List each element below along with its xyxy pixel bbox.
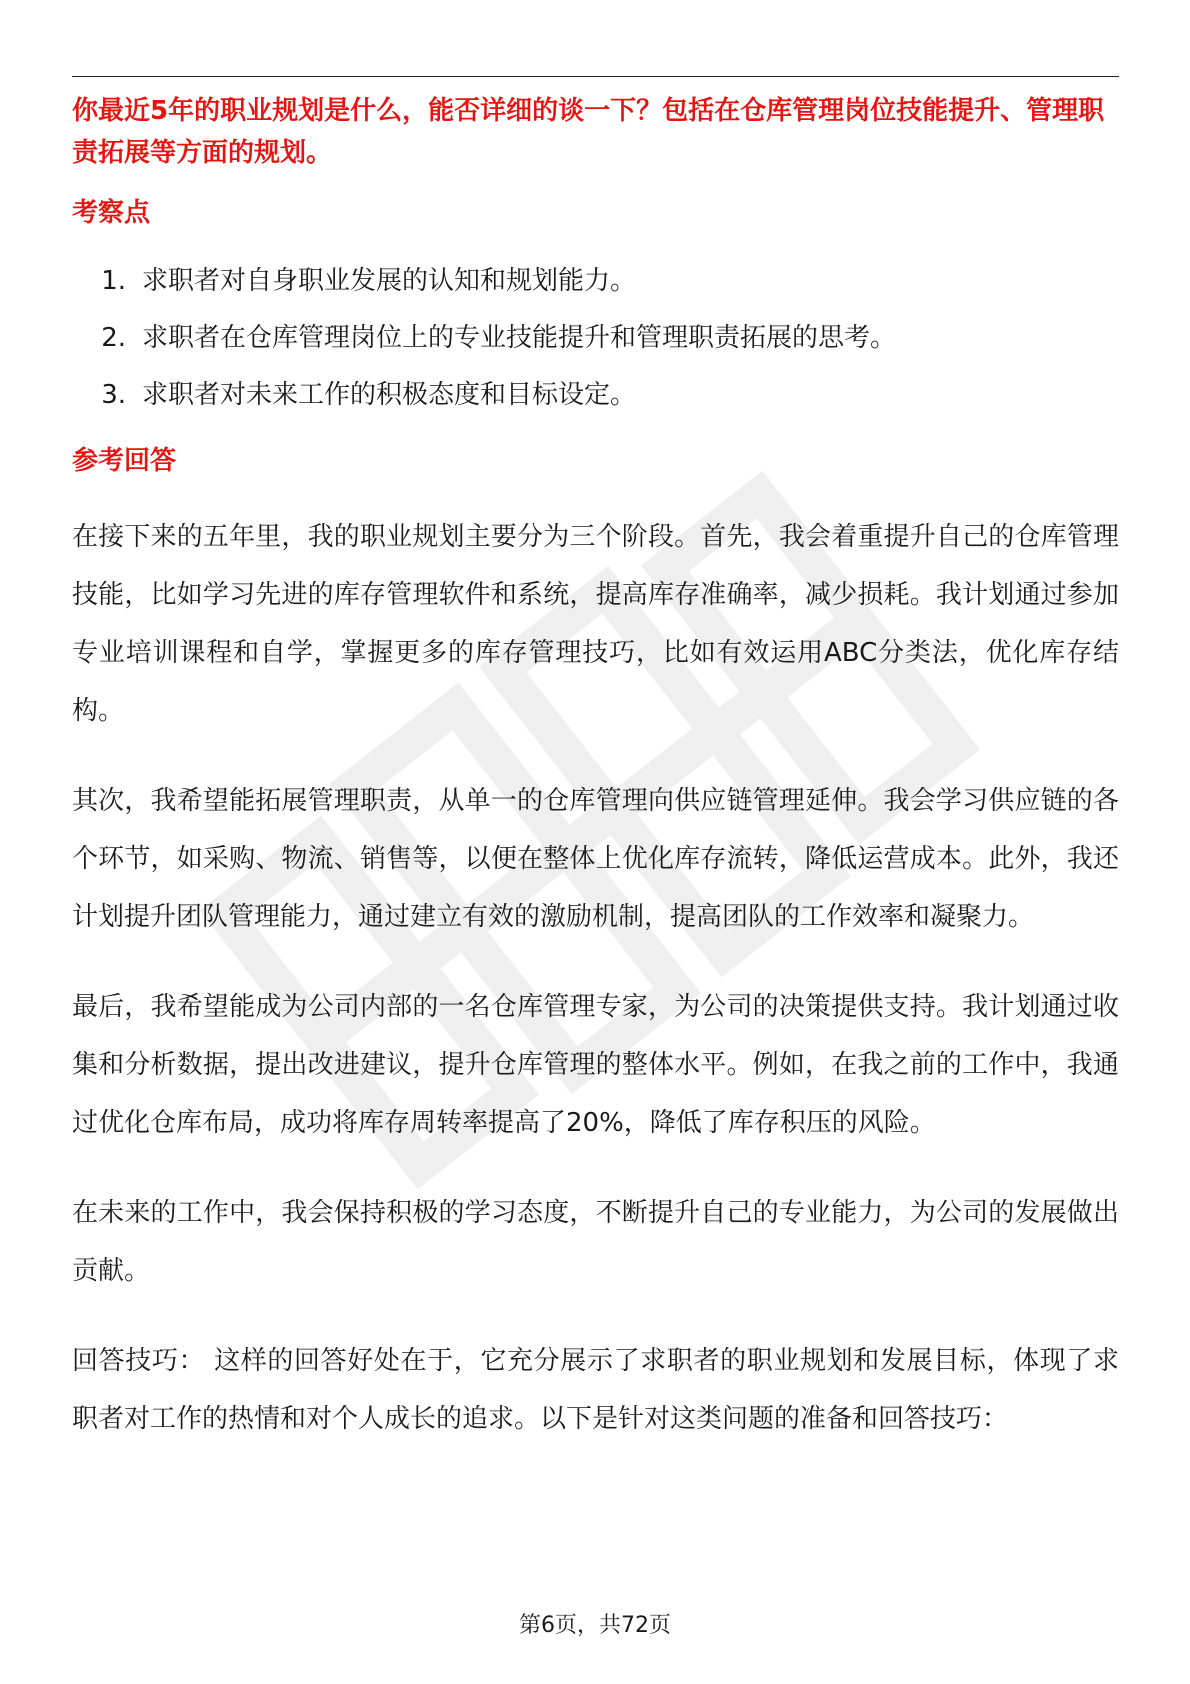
list-item — [72, 374, 1119, 416]
answer-paragraph: 最后，我希望能成为公司内部的一名仓库管理专家，为公司的决策提供支持。我计划通过收集和分析数据，提出改进建议，提升仓库管理的整体水平。例如，在我之前的工作中，我通过优化仓库布局，成功将库存周转率提高了20%，降低了库存积压的风险。 — [72, 992, 1119, 1138]
page-content — [72, 90, 1119, 1448]
exam-points-list — [72, 260, 1119, 416]
page-number: 第6页，共72页 — [519, 1613, 671, 1638]
question-title: 你最近5年的职业规划是什么，能否详细的谈一下？包括在仓库管理岗位技能提升、管理职责拓展等方面的规划。 — [72, 96, 1105, 168]
list-text: 求职者对自身职业发展的认知和规划能力。 — [142, 266, 637, 296]
top-rule — [72, 76, 1119, 77]
answer-tips-paragraph: 回答技巧： 这样的回答好处在于，它充分展示了求职者的职业规划和发展目标，体现了求职者对工作的热情和对个人成长的追求。以下是针对这类问题的准备和回答技巧： — [72, 1346, 1119, 1434]
answer-paragraph: 在未来的工作中，我会保持积极的学习态度，不断提升自己的专业能力，为公司的发展做出贡献。 — [72, 1198, 1119, 1286]
answer-paragraph: 在接下来的五年里，我的职业规划主要分为三个阶段。首先，我会着重提升自己的仓库管理技能，比如学习先进的库存管理软件和系统，提高库存准确率，减少损耗。我计划通过参加专业培训课程和自学，掌握更多的库存管理技巧，比如有效运用ABC分类法，优化库存结构。 — [72, 522, 1119, 726]
exam-points-heading: 考察点 — [72, 198, 151, 228]
list-text: 求职者对未来工作的积极态度和目标设定。 — [142, 380, 637, 410]
list-item — [72, 260, 1119, 302]
list-item — [72, 317, 1119, 359]
list-number: 3. — [101, 380, 126, 410]
list-text: 求职者在仓库管理岗位上的专业技能提升和管理职责拓展的思考。 — [142, 323, 897, 353]
list-number: 2. — [101, 323, 126, 353]
answer-heading: 参考回答 — [72, 446, 177, 476]
answer-paragraph: 其次，我希望能拓展管理职责，从单一的仓库管理向供应链管理延伸。我会学习供应链的各个环节，如采购、物流、销售等，以便在整体上优化库存流转，降低运营成本。此外，我还计划提升团队管理能力，通过建立有效的激励机制，提高团队的工作效率和凝聚力。 — [72, 786, 1119, 932]
list-number: 1. — [101, 266, 126, 296]
